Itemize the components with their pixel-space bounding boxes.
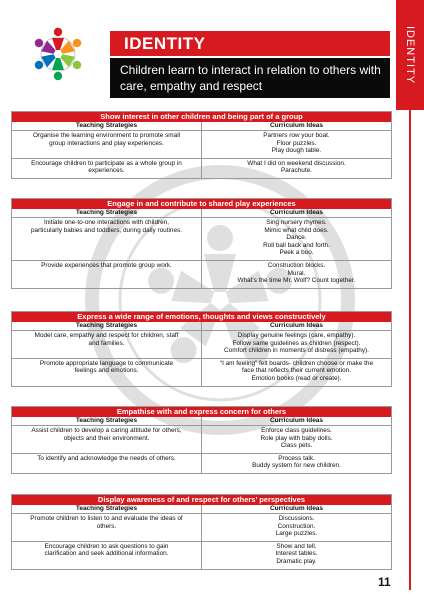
strategy-cell [12, 454, 202, 473]
ideas-cell [202, 359, 391, 386]
strategy-cell [12, 359, 202, 386]
strategy-cell [12, 426, 202, 453]
strategy-cell [12, 514, 202, 541]
column-headers [12, 209, 391, 218]
column-headers [12, 122, 391, 131]
cell-line: Buddy system for new children. [252, 462, 341, 470]
side-divider-line [409, 110, 411, 590]
section-heading: Show interest in other children and being part of a group [12, 112, 391, 122]
cell-line: Assist children to develop a caring attitude for others, [31, 427, 182, 434]
side-tab-label: IDENTITY [404, 25, 416, 85]
table-row [12, 159, 391, 178]
ideas-cell [202, 218, 391, 260]
cell-line: group interactions and play experiences. [49, 139, 164, 147]
cell-line: To identify and acknowledge the needs of others. [37, 454, 176, 462]
strategy-cell [12, 261, 202, 288]
col-header-ideas: Curriculum Ideas [269, 417, 324, 424]
section-heading: Empathise with and express concern for others [12, 407, 391, 417]
cell-line: Construction blocks. [267, 261, 326, 269]
cell-line: Comfort children in moments of distress (empathy). [224, 347, 369, 355]
table-row [12, 359, 391, 386]
cell-line: Interest tables. [275, 550, 318, 558]
ideas-cell [202, 261, 391, 288]
cell-line: Display genuine feelings (care, empathy). [237, 332, 356, 339]
section-heading: Engage in and contribute to shared play experiences [12, 199, 391, 209]
cell-line: Discussions. [278, 515, 315, 522]
cell-line: Encourage children to participate as a whole group in [31, 159, 182, 167]
cell-line: face that reflects their current emotion. [241, 367, 352, 375]
cell-line: Parachute. [281, 167, 312, 175]
cell-line: Initiate one-to-one interactions with children, [43, 219, 170, 226]
ideas-cell [202, 542, 391, 569]
cell-line: Roll ball back and forth. [263, 241, 330, 249]
cell-line: others. [96, 522, 117, 530]
cell-line: particularly babies and toddlers, during daily routines. [31, 226, 182, 234]
cell-line: “I am feeling” felt boards- children choose or make the [219, 359, 374, 367]
ideas-cell [202, 454, 391, 473]
col-header-strategies: Teaching Strategies [12, 505, 202, 513]
section-group-interest [11, 111, 392, 179]
cell-line: objects and their environment. [63, 434, 150, 442]
section-perspectives [11, 494, 392, 570]
col-header-ideas: Curriculum Ideas [269, 505, 324, 512]
col-header-ideas: Curriculum Ideas [269, 209, 324, 216]
cell-line: Provide experiences that promote group work. [41, 261, 172, 269]
strategy-cell [12, 131, 202, 158]
side-tab [396, 0, 424, 110]
table-row [12, 542, 391, 569]
cell-line: Process talk. [278, 454, 315, 462]
table-row [12, 426, 391, 454]
col-header-ideas: Curriculum Ideas [269, 122, 324, 129]
table-row [12, 218, 391, 261]
table-row [12, 454, 391, 473]
page-number: 11 [378, 575, 391, 589]
cell-line: Partners row your boat. [263, 132, 330, 139]
strategy-cell [12, 159, 202, 178]
cell-line: Mural. [287, 269, 306, 277]
cell-line: feelings and emotions. [74, 367, 139, 375]
logo-figures-icon [28, 24, 88, 84]
cell-line: Peek a boo. [279, 249, 314, 257]
col-header-strategies: Teaching Strategies [12, 322, 202, 330]
column-headers [12, 322, 391, 331]
cell-line: clarification and seek additional information. [44, 550, 169, 558]
section-shared-play [11, 198, 392, 289]
section-heading: Express a wide range of emotions, thoughts and views constructively [12, 312, 391, 322]
cell-line: Promote children to listen to and evaluate the ideas of [30, 515, 183, 522]
cell-line: Construction. [277, 522, 316, 530]
table-row [12, 131, 391, 159]
subtitle-bar [110, 58, 390, 98]
cell-line: Encourage children to ask questions to gain [44, 542, 169, 550]
cell-line: Show and tell. [276, 542, 317, 550]
col-header-strategies: Teaching Strategies [12, 209, 202, 217]
cell-line: Sing nursery rhymes. [266, 219, 327, 226]
cell-line: Large puzzles. [275, 530, 318, 538]
cell-line: What's the time Mr. Wolf? Count together. [237, 277, 356, 285]
strategy-cell [12, 218, 202, 260]
table-row [12, 331, 391, 359]
cell-line: Follow same guidelines as children (respect). [232, 339, 361, 347]
cell-line: Play dough table. [271, 147, 322, 155]
page-title: IDENTITY [124, 34, 206, 53]
ideas-cell [202, 159, 391, 178]
col-header-strategies: Teaching Strategies [12, 122, 202, 130]
strategy-cell [12, 542, 202, 569]
table-row [12, 261, 391, 288]
cell-line: What I did on weekend discussion. [247, 159, 346, 167]
column-headers [12, 505, 391, 514]
ideas-cell [202, 331, 391, 358]
cell-line: Promote appropriate language to communicate [39, 359, 174, 367]
page-subtitle: Children learn to interact in relation to others with care, empathy and respect [120, 63, 381, 93]
column-headers [12, 417, 391, 426]
section-heading: Display awareness of and respect for others’ perspectives [12, 495, 391, 505]
strategy-cell [12, 331, 202, 358]
cell-line: Mimic what child does. [264, 226, 329, 234]
cell-line: experiences. [88, 167, 125, 175]
section-empathise [11, 406, 392, 474]
title-bar [110, 31, 390, 56]
cell-line: Class pets. [280, 442, 313, 450]
cell-line: Organise the learning environment to promote small [32, 132, 181, 139]
section-emotions [11, 311, 392, 387]
cell-line: Dance. [286, 234, 307, 242]
cell-line: Emotion books (read or create). [251, 374, 342, 382]
table-row [12, 514, 391, 542]
cell-line: Floor puzzles. [276, 139, 317, 147]
ideas-cell [202, 514, 391, 541]
cell-line: Enforce class guidelines. [261, 427, 332, 434]
col-header-ideas: Curriculum Ideas [269, 322, 324, 329]
cell-line: Model care, empathy and respect for children, staff [34, 332, 179, 339]
col-header-strategies: Teaching Strategies [12, 417, 202, 425]
cell-line: Dramatic play. [276, 557, 317, 565]
cell-line: Role play with baby dolls. [260, 434, 333, 442]
ideas-cell [202, 131, 391, 158]
ideas-cell [202, 426, 391, 453]
cell-line: and families. [88, 339, 125, 347]
